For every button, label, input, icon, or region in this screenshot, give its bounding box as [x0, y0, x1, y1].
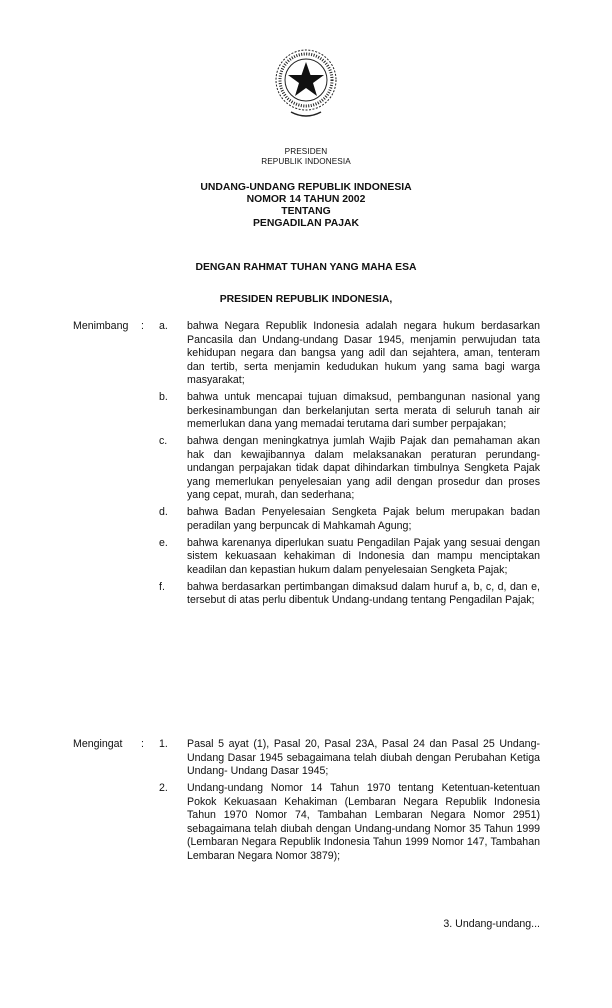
menimbang-item	[73, 391, 543, 432]
menimbang-item	[73, 537, 543, 578]
item-number: d.	[159, 506, 168, 518]
item-number: 2.	[159, 782, 168, 794]
menimbang-item	[73, 581, 543, 608]
star-emblem-icon	[266, 42, 346, 142]
mengingat-item	[73, 782, 543, 863]
header-presiden: PRESIDEN	[284, 147, 328, 156]
title-line-2: NOMOR 14 TAHUN 2002	[246, 194, 366, 205]
menimbang-colon: :	[141, 320, 144, 332]
menimbang-section	[73, 320, 543, 611]
preamble-rahmat: DENGAN RAHMAT TUHAN YANG MAHA ESA	[195, 262, 417, 273]
title-line-1: UNDANG-UNDANG REPUBLIK INDONESIA	[200, 182, 412, 193]
item-text: bahwa berdasarkan pertimbangan dimaksud dalam huruf a, b, c, d, dan e, tersebut di atas perlu dibentuk Undang-undang tentang Pengadilan Pajak;	[187, 580, 540, 606]
item-text: bahwa Badan Penyelesaian Sengketa Pajak belum merupakan badan peradilan yang berpuncak di Mahkamah Agung;	[187, 506, 540, 532]
mengingat-section	[73, 738, 543, 867]
mengingat-label: Mengingat	[73, 738, 123, 750]
item-number: a.	[159, 320, 168, 332]
item-text: Undang-undang Nomor 14 Tahun 1970 tentang Ketentuan-ketentuan Pokok Kekuasaan Kehakiman (Lembaran Negara Republik Indonesia Tahun 1970 Nomor 74, Tambahan Lembaran Negara Nomor 2951) sebagaimana telah diubah dengan Undang-undang Nomor 35 Tahun 1999 (Lembaran Negara Republik Indonesia Tahun 1999 Nomor 147, Tambahan Lembaran Negara Nomor 3879);	[187, 782, 540, 862]
item-text: Pasal 5 ayat (1), Pasal 20, Pasal 23A, Pasal 24 dan Pasal 25 Undang- Undang Dasar 1945 sebagaimana telah diubah dengan Perubahan Ketiga Undang- Undang Dasar 1945;	[187, 738, 540, 777]
item-text: bahwa untuk mencapai tujuan dimaksud, pembangunan nasional yang berkesinambungan dan berkelanjutan serta merata di seluruh tanah air memerlukan dana yang memadai terutama dari sumber perpajakan;	[187, 391, 540, 430]
item-number: c.	[159, 435, 168, 447]
menimbang-item	[73, 320, 543, 388]
mengingat-item	[73, 738, 543, 779]
menimbang-label: Menimbang	[73, 320, 129, 332]
mengingat-colon: :	[141, 738, 144, 750]
item-number: b.	[159, 391, 168, 403]
header-republik-indonesia: REPUBLIK INDONESIA	[261, 157, 351, 166]
item-number: f.	[159, 580, 165, 593]
menimbang-item	[73, 435, 543, 503]
item-number: 1.	[159, 738, 168, 750]
title-line-3: TENTANG	[281, 206, 331, 217]
item-text: bahwa karenanya diperlukan suatu Pengadilan Pajak yang sesuai dengan sistem kekuasaan kehakiman di Indonesia dan mampu menciptakan keadilan dan kepastian hukum dalam penyelesaian Sengketa Pajak;	[187, 536, 540, 576]
title-line-4: PENGADILAN PAJAK	[252, 218, 360, 229]
item-text: bahwa dengan meningkatnya jumlah Wajib Pajak dan pemahaman akan hak dan kewajibannya dalam melaksanakan peraturan perundang-undangan perpajakan tidak dapat dihindarkan timbulnya Sengketa Pajak yang memerlukan penyelesaian yang adil dengan prosedur dan proses yang cepat, murah, dan sederhana;	[187, 435, 540, 501]
item-number: e.	[159, 536, 168, 549]
item-text: bahwa Negara Republik Indonesia adalah negara hukum berdasarkan Pancasila dan Undang-undang Dasar 1945, menjamin perwujudan tata kehidupan negara dan bangsa yang adil dan sejahtera, aman, tenteram dan tertib, serta menjamin kedudukan hukum yang sama bagi warga masyarakat;	[187, 320, 540, 386]
preamble-presiden: PRESIDEN REPUBLIK INDONESIA,	[219, 294, 393, 305]
menimbang-item	[73, 506, 543, 533]
continuation-footer: 3. Undang-undang...	[443, 918, 540, 930]
